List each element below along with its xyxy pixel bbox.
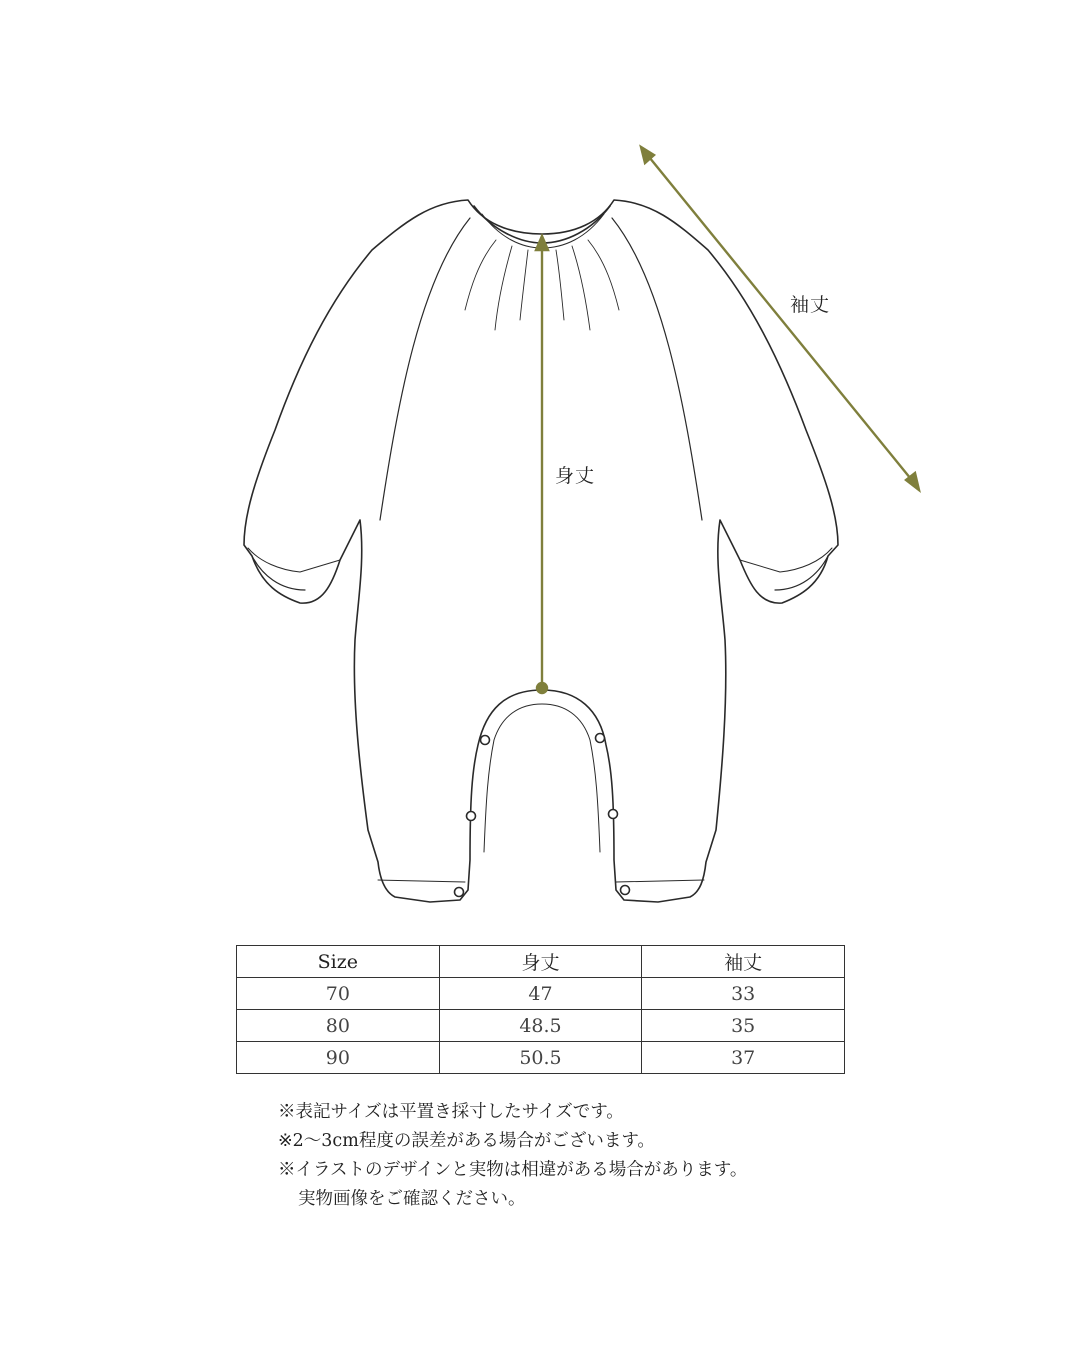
note-line: ※表記サイズは平置き採寸したサイズです。 (278, 1102, 624, 1122)
sleeve-length-arrow (645, 152, 915, 484)
notes (278, 1098, 998, 1214)
sleeve-length-cell: 35 (642, 1010, 845, 1042)
note-line: ※イラストのデザインと実物は相違がある場合があります。 (278, 1160, 748, 1180)
size-cell: 90 (237, 1042, 440, 1074)
body-length-cell: 47 (439, 978, 642, 1010)
snap-buttons (455, 734, 630, 897)
body-length-label: 身丈 (555, 465, 596, 487)
sleeve-length-cell: 33 (642, 978, 845, 1010)
header-sleeve-length: 袖丈 (642, 946, 845, 978)
sleeve-length-cell: 37 (642, 1042, 845, 1074)
note-line: ※2～3cm程度の誤差がある場合がございます。 (278, 1131, 655, 1151)
sleeve-length-label: 袖丈 (790, 294, 831, 316)
size-table (236, 945, 845, 1074)
table-row (237, 1042, 845, 1074)
table-row (237, 1010, 845, 1042)
body-length-cell: 50.5 (439, 1042, 642, 1074)
note-line: 実物画像をご確認ください。 (298, 1189, 526, 1209)
body-length-cell: 48.5 (439, 1010, 642, 1042)
table-header-row (237, 946, 845, 978)
header-body-length: 身丈 (439, 946, 642, 978)
table-row (237, 978, 845, 1010)
size-cell: 80 (237, 1010, 440, 1042)
size-cell: 70 (237, 978, 440, 1010)
header-size: Size (237, 946, 440, 978)
